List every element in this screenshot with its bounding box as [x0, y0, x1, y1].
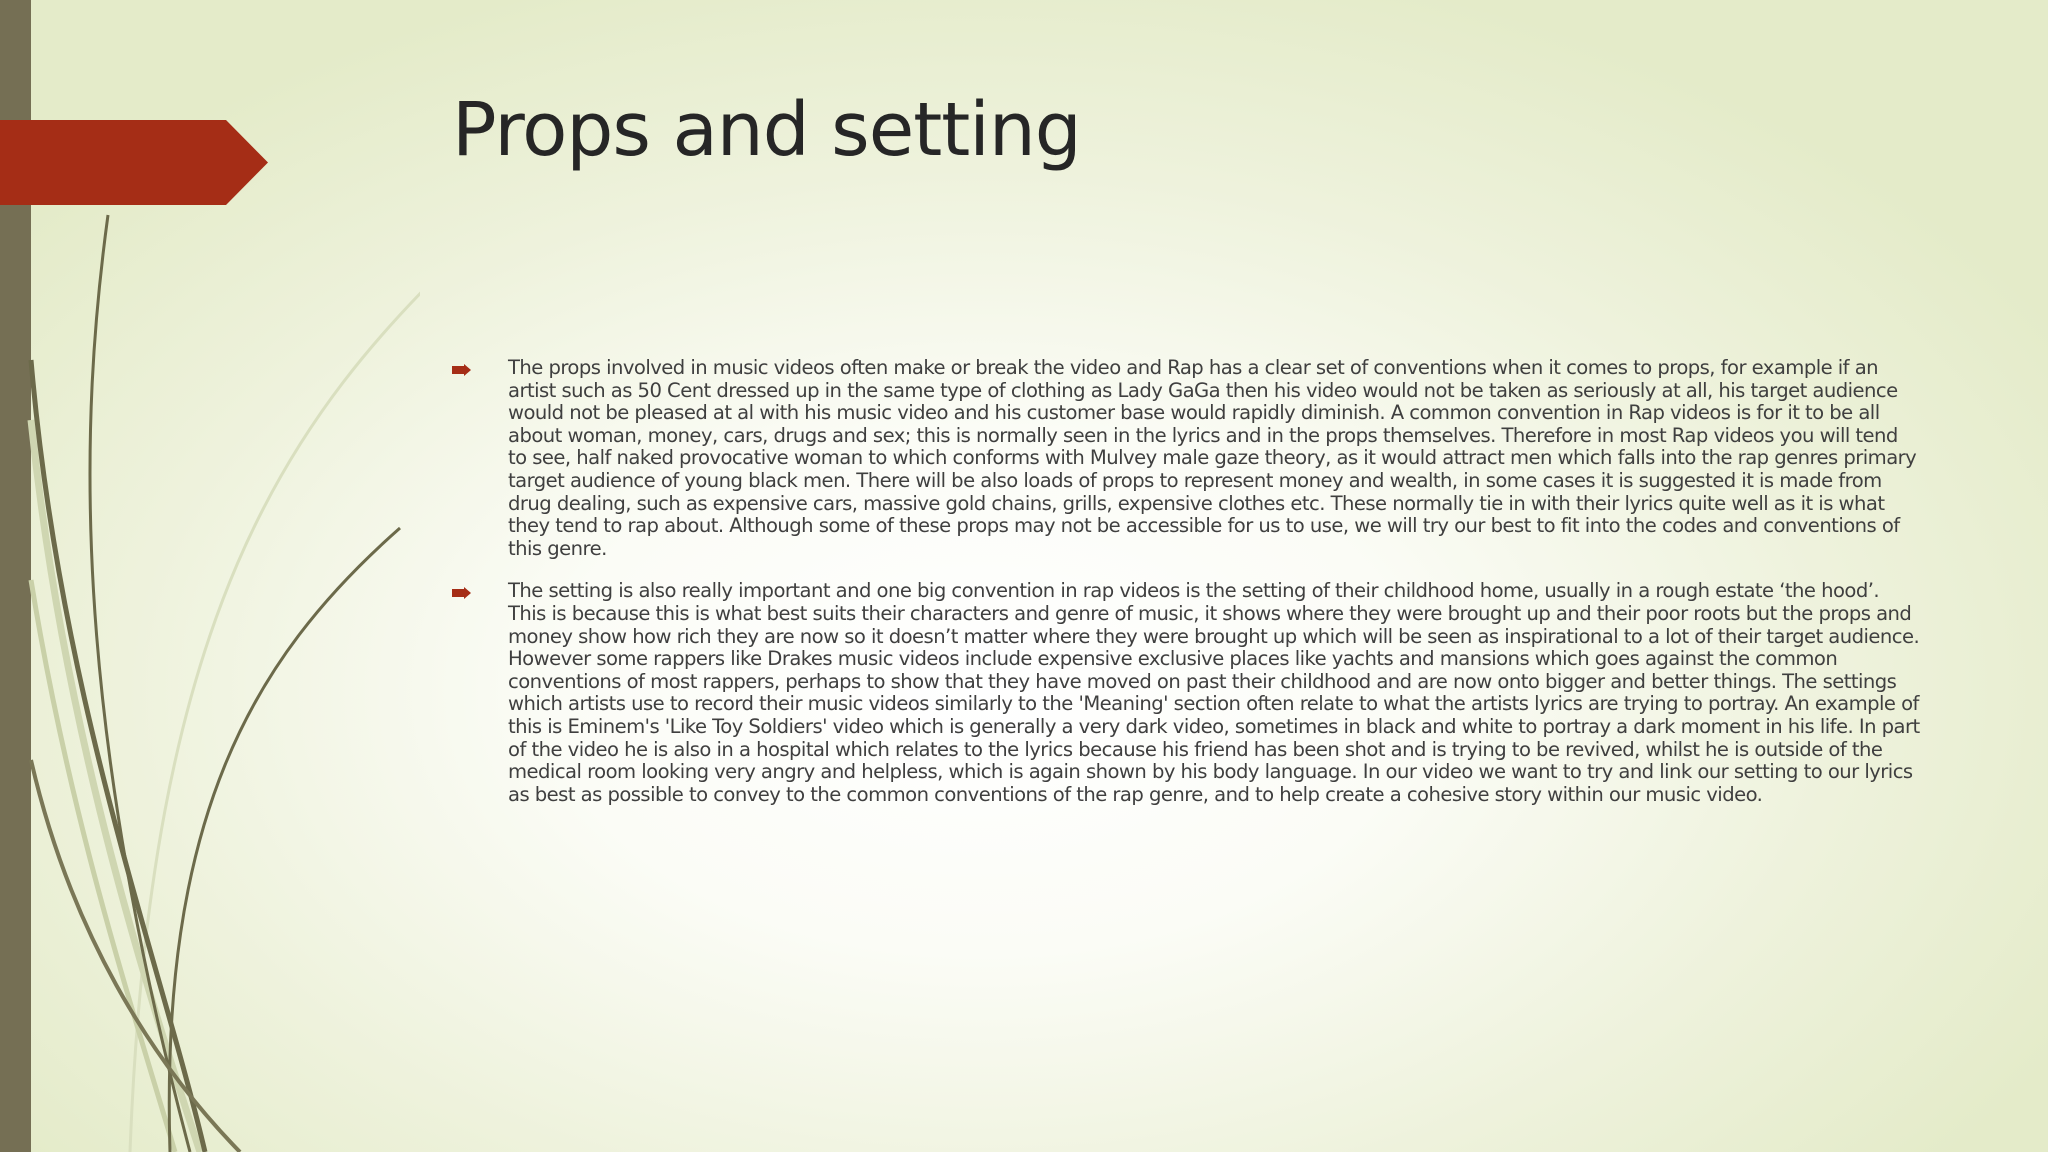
- decorative-curve-dark-1: [90, 215, 190, 1152]
- decorative-curve-dark-2: [31, 360, 205, 1152]
- decorative-curve-dark-3: [169, 528, 400, 1152]
- bullet-text-setting: The setting is also really important and one big convention in rap videos is the setting of their childhood home, usually in a rough estate ‘the hood’. This is because this is what best suits their characters and genre of music, it shows where they were brought up and their poor roots but the props and money show how rich they are now so it doesn’t matter where they were brought up which will be seen as inspirational to a lot of their target audience. However some rappers like Drakes music videos include expensive exclusive places like yachts and mansions which goes against the common conventions of most rappers, perhaps to show that they have moved on past their childhood and are now onto bigger and better things. The settings which artists use to record their music videos similarly to the 'Meaning' section often relate to what the artists lyrics are trying to portray. An example of this is Eminem's 'Like Toy Soldiers' video which is generally a very dark video, sometimes in black and white to portray a dark moment in his life. In part of the video he is also in a hospital which relates to the lyrics because his friend has been shot and is trying to be revived, whilst he is outside of the medical room looking very angry and helpless, which is again shown by his body language. In our video we want to try and link our setting to our lyrics as best as possible to convey to the common conventions of the rap genre, and to help create a cohesive story within our music video.: [508, 579, 1920, 806]
- arrow-bullet-icon: [452, 587, 471, 599]
- arrow-bullet-icon: [452, 364, 471, 376]
- bullet-item-setting: [452, 580, 1922, 806]
- slide-title: Props and setting: [452, 87, 1081, 173]
- decorative-curve-light-3: [31, 580, 175, 1152]
- bullet-text-props: The props involved in music videos often make or break the video and Rap has a clear set of conventions when it comes to props, for example if an artist such as 50 Cent dressed up in the same type of clothing as Lady GaGa then his video would not be taken as seriously at all, his target audience would not be pleased at al with his music video and his customer base would rapidly diminish. A common convention in Rap videos is for it to be all about woman, money, cars, drugs and sex; this is normally seen in the lyrics and in the props themselves. Therefore in most Rap videos you will tend to see, half naked provocative woman to which conforms with Mulvey male gaze theory, as it would attract men which falls into the rap genres primary target audience of young black men. There will be also loads of props to represent money and wealth, in some cases it is suggested it is made from drug dealing, such as expensive cars, massive gold chains, grills, expensive clothes etc. These normally tie in with their lyrics quite well as it is what they tend to rap about. Although some of these props may not be accessible for us to use, we will try our best to fit into the codes and conventions of this genre.: [508, 356, 1917, 560]
- title-accent-tab: [0, 120, 268, 205]
- bullet-item-props: [452, 357, 1922, 560]
- bullet-list: [452, 357, 1922, 826]
